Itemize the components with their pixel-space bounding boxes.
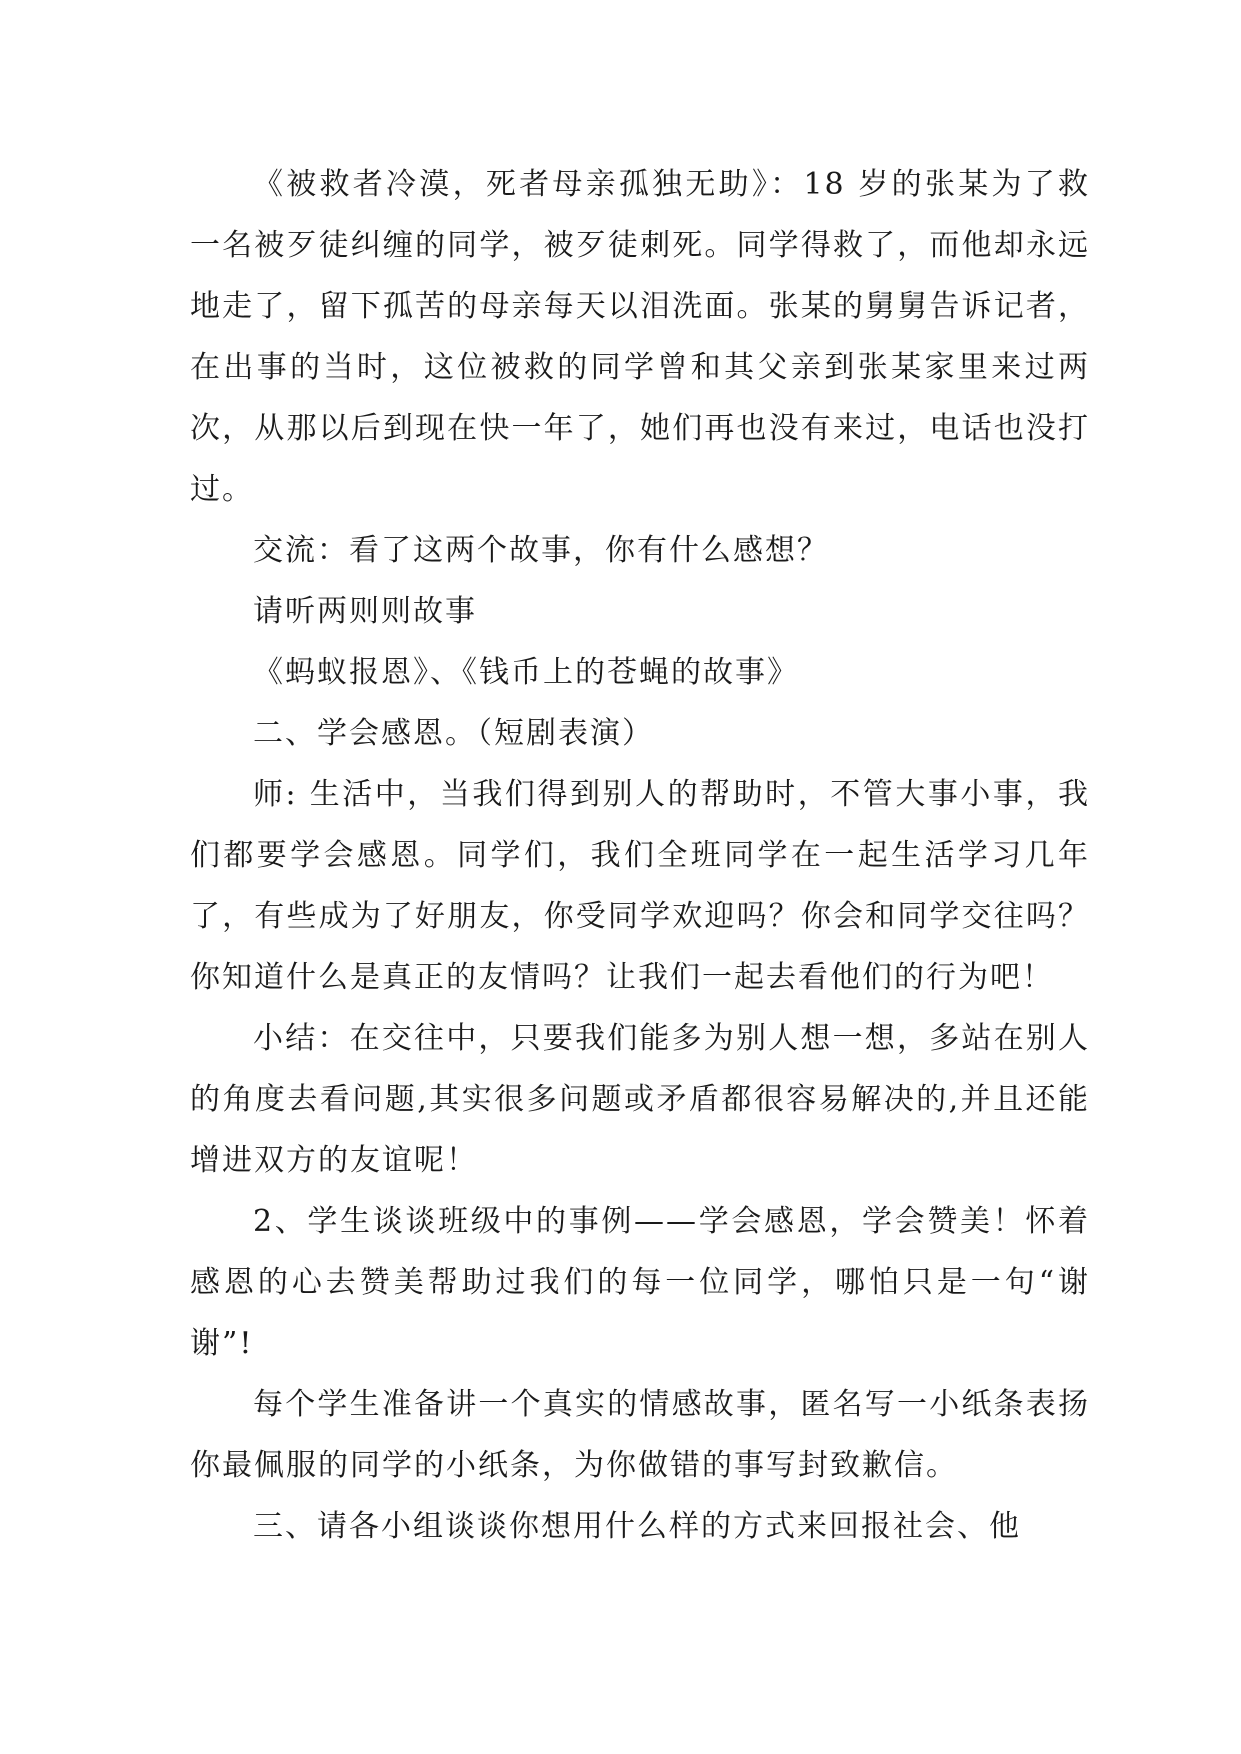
paragraph-class-examples: 2、学生谈谈班级中的事例——学会感恩，学会赞美！怀着感恩的心去赞美帮助过我们的每一位同学，哪怕只是一句“谢谢”! xyxy=(190,1204,1090,1361)
section-heading-group-discussion: 三、请各小组谈谈你想用什么样的方式来回报社会、他 xyxy=(253,1509,1021,1544)
paragraph-teacher-remarks: 师: 生活中，当我们得到别人的帮助时，不管大事小事，我们都要学会感恩。同学们，我们全班同学在一起生活学习几年了，有些成为了好朋友，你受同学欢迎吗？你会和同学交往吗？你知道什么是真正的友情吗？让我们一起去看他们的行为吧！ xyxy=(190,777,1090,995)
paragraph-student-task: 每个学生准备讲一个真实的情感故事，匿名写一小纸条表扬你最佩服的同学的小纸条，为你做错的事写封致歉信。 xyxy=(190,1387,1090,1483)
paragraph-summary: 小结：在交往中，只要我们能多为别人想一想，多站在别人的角度去看问题,其实很多问题或矛盾都很容易解决的,并且还能增进双方的友谊呢！ xyxy=(190,1021,1090,1178)
document-body xyxy=(190,154,1090,1557)
paragraph-news-story: 《被救者冷漠，死者母亲孤独无助》：18 岁的张某为了救一名被歹徒纠缠的同学，被歹徒刺死。同学得救了，而他却永远地走了，留下孤苦的母亲每天以泪洗面。张某的舅舅告诉记者，在出事的当时，这位被救的同学曾和其父亲到张某家里来过两次，从那以后到现在快一年了，她们再也没有来过，电话也没打过。 xyxy=(190,167,1090,507)
paragraph-discussion-prompt: 交流：看了这两个故事，你有什么感想？ xyxy=(253,533,829,568)
paragraph-listen-stories: 请听两则则故事 xyxy=(253,594,477,629)
paragraph-story-titles: 《蚂蚁报恩》、《钱币上的苍蝇的故事》 xyxy=(253,655,799,690)
section-heading-learn-gratitude: 二、学会感恩。（短剧表演） xyxy=(253,716,654,751)
